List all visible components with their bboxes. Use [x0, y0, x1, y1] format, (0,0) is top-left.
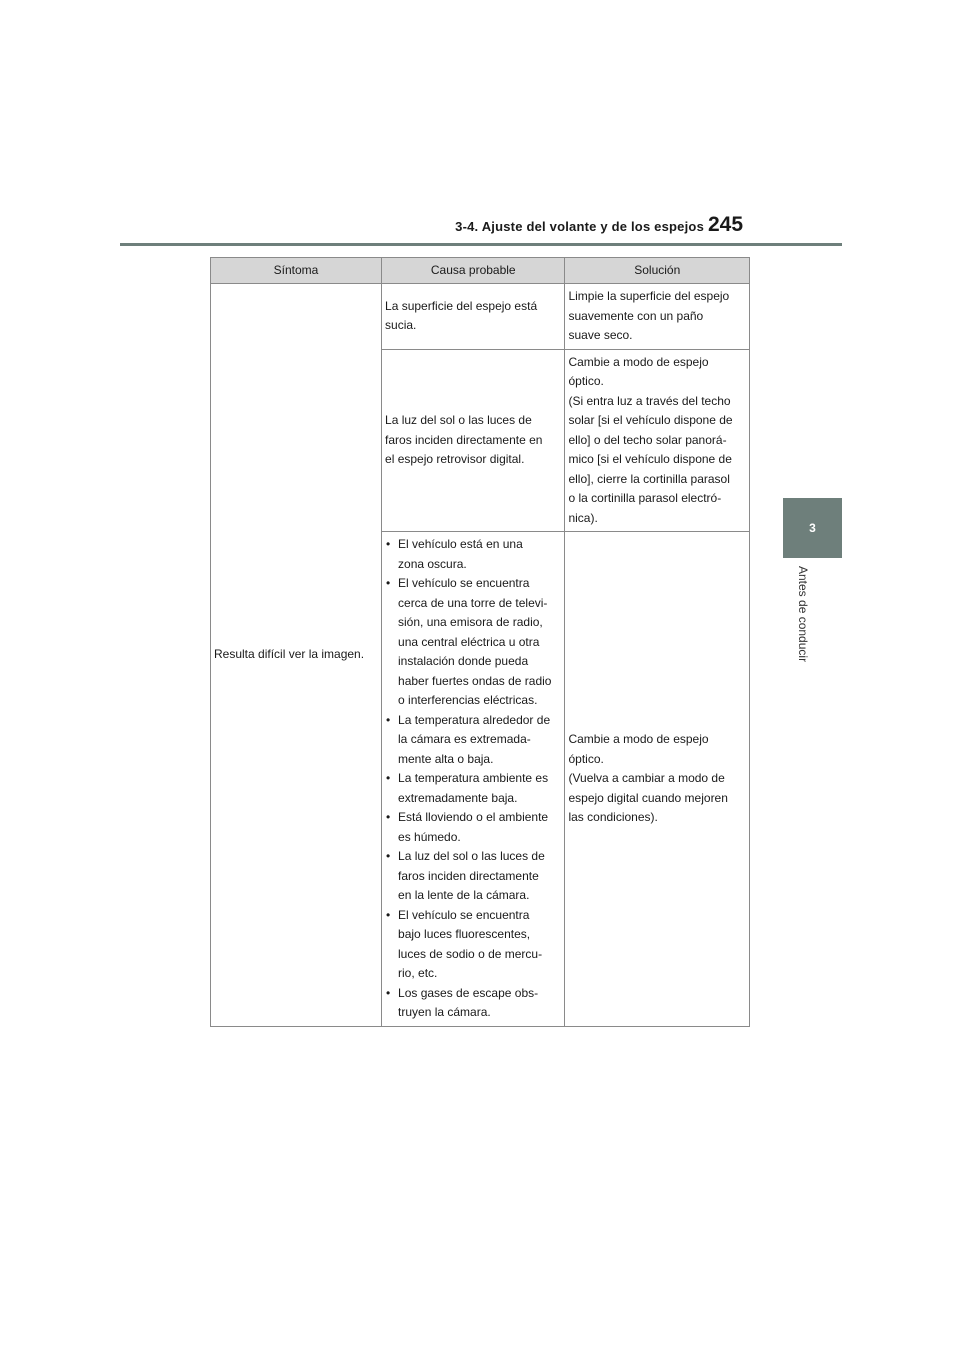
solution-cell	[565, 349, 750, 532]
list-item	[385, 535, 561, 574]
chapter-label: Antes de conducir	[796, 566, 810, 663]
cause-list	[385, 535, 561, 1023]
cause-line: extremadamente baja.	[398, 790, 518, 805]
column-header-cause: Causa probable	[382, 258, 565, 284]
solution-line: óptico.	[568, 374, 604, 388]
solution-line: Limpie la superficie del espejo	[568, 289, 730, 303]
table-header-row	[211, 258, 750, 284]
cause-line: • El vehículo se encuentra	[398, 576, 530, 590]
cause-line: truyen la cámara.	[398, 1005, 491, 1019]
cause-line: es húmedo.	[398, 829, 461, 844]
table-row	[211, 284, 750, 350]
solution-line: nica).	[568, 510, 598, 525]
solution-line: óptico.	[568, 751, 604, 766]
symptom-cell: Resulta difícil ver la imagen.	[211, 284, 382, 1027]
list-item	[385, 906, 561, 984]
solution-line: (Vuelva a cambiar a modo de	[568, 771, 725, 785]
list-item	[385, 711, 561, 770]
solution-line: las condiciones).	[568, 810, 658, 824]
solution-line: o la cortinilla parasol electró-	[568, 491, 722, 505]
solution-line: Cambie a modo de espejo	[568, 354, 709, 369]
cause-cell	[382, 349, 565, 532]
solution-line: (Si entra luz a través del techo	[568, 393, 731, 408]
header-rule	[120, 243, 842, 246]
page-number: 245	[708, 213, 744, 236]
solution-line: espejo digital cuando mejoren	[568, 790, 728, 805]
list-item	[385, 574, 561, 711]
cause-cell	[382, 284, 565, 350]
section-title: 3-4. Ajuste del volante y de los espejos	[455, 219, 704, 234]
solution-line: ello], cierre la cortinilla parasol	[568, 471, 730, 486]
cause-line: mente alta o baja.	[398, 751, 494, 766]
cause-line: instalación donde pueda	[398, 654, 529, 668]
list-item	[385, 984, 561, 1023]
cause-line: bajo luces fluorescentes,	[398, 927, 531, 941]
cause-line: • La luz del sol o las luces de	[398, 849, 545, 863]
cause-line: o interferencias eléctricas.	[398, 693, 538, 707]
solution-cell	[565, 284, 750, 350]
solution-line: suave seco.	[568, 328, 633, 342]
cause-line: faros inciden directamente en	[385, 432, 543, 447]
solution-line: mico [si el vehículo dispone de	[568, 452, 732, 466]
solution-line: ello] o del techo solar panorá-	[568, 432, 727, 447]
cause-line: sucia.	[385, 318, 417, 333]
cause-line: zona oscura.	[398, 556, 467, 571]
cause-line: La luz del sol o las luces de	[385, 413, 532, 427]
cause-line: • La temperatura alrededor de	[398, 712, 551, 727]
cause-line: la cámara es extremada-	[398, 732, 531, 746]
cause-line: • Los gases de escape obs-	[398, 985, 539, 1000]
cause-line: • Está lloviendo o el ambiente	[398, 810, 549, 824]
cause-line: una central eléctrica u otra	[398, 634, 540, 649]
chapter-tab[interactable]	[783, 498, 842, 558]
solution-line: solar [si el vehículo dispone de	[568, 413, 733, 427]
cause-line: rio, etc.	[398, 966, 438, 980]
cause-line: el espejo retrovisor digital.	[385, 452, 525, 466]
troubleshooting-table	[210, 257, 750, 1027]
cause-line: • La temperatura ambiente es	[398, 771, 549, 785]
solution-line: Cambie a modo de espejo	[568, 732, 709, 746]
cause-line: • El vehículo está en una	[398, 537, 523, 551]
list-item	[385, 808, 561, 847]
cause-line: faros inciden directamente	[398, 868, 539, 883]
column-header-symptom: Síntoma	[211, 258, 382, 284]
cause-line: en la lente de la cámara.	[398, 888, 530, 902]
cause-line: cerca de una torre de televi-	[398, 595, 548, 610]
cause-line: luces de sodio o de mercu-	[398, 946, 543, 961]
solution-cell	[565, 532, 750, 1027]
column-header-solution: Solución	[565, 258, 750, 284]
cause-line: La superficie del espejo está	[385, 298, 538, 313]
cause-line: • El vehículo se encuentra	[398, 907, 530, 922]
cause-line: haber fuertes ondas de radio	[398, 673, 552, 688]
cause-list-cell	[382, 532, 565, 1027]
solution-line: suavemente con un paño	[568, 308, 704, 323]
cause-line: sión, una emisora de radio,	[398, 615, 543, 629]
chapter-number: 3	[809, 521, 816, 535]
list-item	[385, 769, 561, 808]
list-item	[385, 847, 561, 906]
